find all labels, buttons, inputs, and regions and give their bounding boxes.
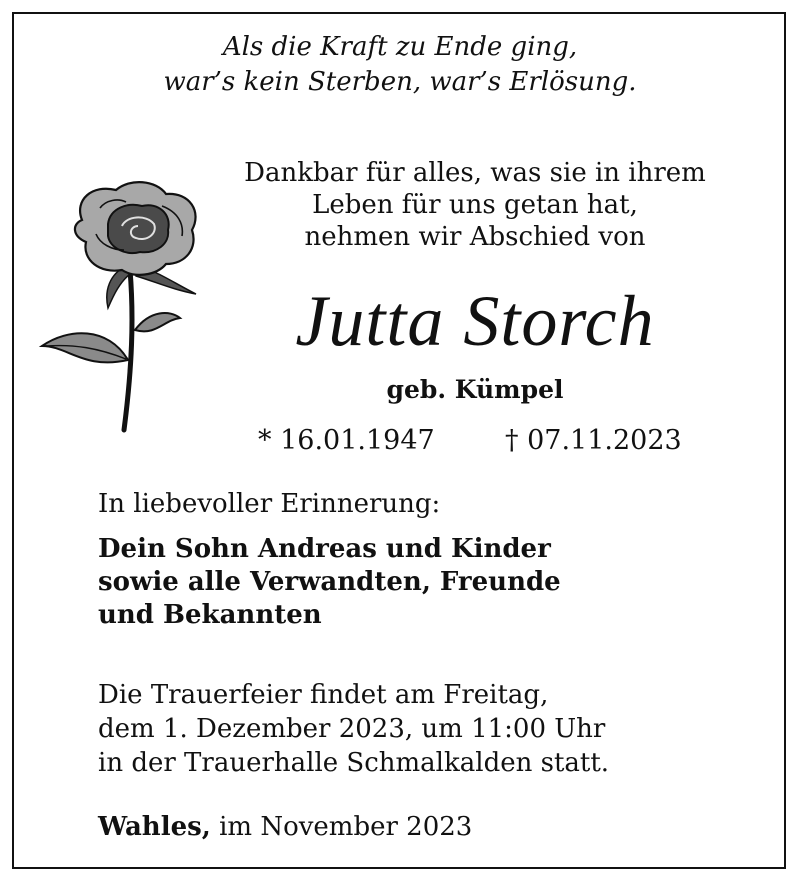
rose-stem	[124, 270, 132, 430]
intro-line-2: Leben für uns getan hat,	[312, 190, 638, 220]
intro-text	[225, 157, 725, 253]
mourners-line-2: sowie alle Verwandten, Freunde	[98, 567, 561, 597]
mourners-line-1: Dein Sohn Andreas und Kinder	[98, 534, 551, 564]
mourners	[98, 533, 561, 632]
intro-line-3: nehmen wir Abschied von	[304, 222, 646, 252]
service-line-3: in der Trauerhalle Schmalkalden statt.	[98, 748, 610, 778]
birth-date: * 16.01.1947	[258, 425, 435, 456]
death-date: † 07.11.2023	[505, 425, 682, 456]
notice-date: im November 2023	[219, 812, 473, 842]
place-date-line	[98, 810, 472, 844]
rose-inner-petals	[108, 205, 169, 253]
rose-leaf-right	[135, 313, 180, 331]
motto	[0, 30, 800, 100]
mourners-line-3: und Bekannten	[98, 600, 322, 630]
remembrance-intro: In liebevoller Erinnerung:	[98, 489, 441, 519]
deceased-name: Jutta Storch	[295, 281, 655, 361]
intro-line-1: Dankbar für alles, was sie in ihrem	[244, 158, 706, 188]
service-line-2: dem 1. Dezember 2023, um 11:00 Uhr	[98, 714, 606, 744]
service-line-1: Die Trauerfeier findet am Freitag,	[98, 680, 549, 710]
motto-line-2: war’s kein Sterben, war’s Erlösung.	[163, 67, 637, 97]
funeral-service-info	[98, 678, 609, 780]
maiden-name: geb. Kümpel	[386, 375, 564, 404]
place-name: Wahles,	[98, 812, 211, 842]
rose-icon	[38, 178, 208, 436]
motto-line-1: Als die Kraft zu Ende ging,	[222, 32, 578, 62]
